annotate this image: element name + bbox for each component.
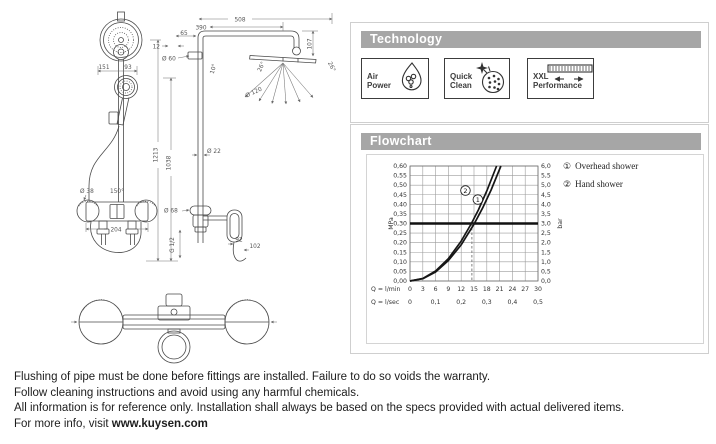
svg-text:2,0: 2,0 xyxy=(541,239,551,247)
dim-390: 390 xyxy=(195,25,207,32)
dim-dia22: Ø 22 xyxy=(207,149,221,155)
svg-text:0,45: 0,45 xyxy=(393,191,407,199)
svg-text:0,0: 0,0 xyxy=(541,278,551,285)
dim-107: 107 xyxy=(307,38,314,50)
feature-quick-clean-label: Quick Clean xyxy=(450,72,473,90)
website-text: www.kuysen.com xyxy=(111,417,208,430)
svg-text:0,60: 0,60 xyxy=(393,163,407,170)
dim-92: 92 xyxy=(235,237,243,244)
dim-g12: G 1/2 xyxy=(170,237,176,253)
svg-text:12: 12 xyxy=(457,286,466,293)
technology-header-bar xyxy=(361,31,701,48)
svg-text:1,0: 1,0 xyxy=(541,258,551,266)
svg-text:0,3: 0,3 xyxy=(481,299,492,306)
footer-line-warranty: Flushing of pipe must be done before fittings are installed. Failure to do so voids the warranty. xyxy=(14,371,491,383)
air-power-drop-icon xyxy=(362,59,428,97)
svg-text:0,30: 0,30 xyxy=(393,220,407,228)
footer-line-reference: All information is for reference only. Installation shall always be based on the specs provided with actual delivered items. xyxy=(14,402,625,414)
svg-text:9: 9 xyxy=(446,286,451,293)
svg-text:Q = l/sec: Q = l/sec xyxy=(371,299,400,306)
svg-text:6,0: 6,0 xyxy=(541,163,551,170)
xxl-performance-spray-icon xyxy=(528,59,593,97)
svg-text:0,5: 0,5 xyxy=(541,268,551,276)
footer-line-cleaning: Follow cleaning instructions and avoid using any harmful chemicals. xyxy=(14,386,360,399)
quick-clean-sprayface-icon xyxy=(445,59,509,97)
footer-more-info-prefix: For more info, visit xyxy=(14,417,112,430)
svg-text:0,2: 0,2 xyxy=(456,299,467,306)
dim-dia60: Ø 60 xyxy=(162,56,176,63)
flowchart-panel xyxy=(366,154,704,344)
chart-legend xyxy=(563,161,638,197)
footer-line-more-info xyxy=(14,418,709,430)
svg-text:0,20: 0,20 xyxy=(393,239,407,247)
svg-text:3,5: 3,5 xyxy=(541,210,551,218)
side-view-shower-column xyxy=(188,31,316,261)
dim-26deg-right: 26° xyxy=(326,61,336,73)
flowchart-header-bar xyxy=(361,133,701,150)
feature-box-quick-clean xyxy=(444,58,510,99)
svg-text:0,15: 0,15 xyxy=(393,249,407,257)
feature-air-power-label: Air Power xyxy=(367,72,392,90)
dim-12: 12 xyxy=(152,44,160,51)
svg-text:0: 0 xyxy=(408,299,412,306)
svg-text:27: 27 xyxy=(521,286,530,293)
flowchart-header-label: Flowchart xyxy=(370,134,432,148)
dim-150deg: 150° xyxy=(110,189,124,195)
technology-section xyxy=(350,22,709,123)
dim-102: 102 xyxy=(249,244,261,250)
feature-xxl-performance-label: XXL Performance xyxy=(533,72,582,90)
front-view-shower-column xyxy=(77,12,157,253)
dim-508: 508 xyxy=(234,17,246,24)
technology-header-label: Technology xyxy=(370,32,443,46)
svg-text:0,35: 0,35 xyxy=(393,210,407,218)
legend-label-2: Hand shower xyxy=(575,179,623,189)
svg-text:5,5: 5,5 xyxy=(541,172,551,180)
svg-text:0,00: 0,00 xyxy=(393,278,407,285)
dim-93: 93 xyxy=(124,65,132,71)
dim-1038: 1038 xyxy=(166,155,173,171)
svg-text:Q = l/min: Q = l/min xyxy=(371,286,401,293)
svg-text:0,4: 0,4 xyxy=(507,299,518,306)
legend-symbol-1: ① xyxy=(563,162,572,172)
dim-204: 204 xyxy=(110,227,122,234)
svg-text:6: 6 xyxy=(433,286,438,293)
svg-text:2: 2 xyxy=(463,186,468,195)
svg-text:0,05: 0,05 xyxy=(393,268,407,276)
svg-text:0,50: 0,50 xyxy=(393,182,407,190)
svg-text:24: 24 xyxy=(508,286,517,293)
svg-text:0,40: 0,40 xyxy=(393,201,407,209)
svg-text:3,0: 3,0 xyxy=(541,220,551,228)
dim-26deg-left: 26° xyxy=(257,61,267,73)
svg-text:0,10: 0,10 xyxy=(393,258,407,266)
flow-rate-chart xyxy=(367,155,703,343)
svg-text:1,5: 1,5 xyxy=(541,249,551,257)
svg-text:3: 3 xyxy=(420,286,425,293)
svg-text:0,5: 0,5 xyxy=(533,299,543,306)
svg-text:1: 1 xyxy=(475,195,480,204)
svg-text:4,5: 4,5 xyxy=(541,191,551,199)
top-view-valve xyxy=(71,294,277,363)
legend-label-1: Overhead shower xyxy=(575,161,639,171)
svg-text:21: 21 xyxy=(495,286,504,293)
legend-symbol-2: ② xyxy=(563,180,572,190)
svg-text:MPa: MPa xyxy=(388,217,395,230)
dim-151: 151 xyxy=(98,65,110,71)
dim-1213: 1213 xyxy=(153,147,160,163)
dim-dia38: Ø 38 xyxy=(80,189,94,195)
dim-dia120: Ø 120 xyxy=(244,86,264,100)
svg-text:bar: bar xyxy=(557,218,564,229)
svg-text:0: 0 xyxy=(408,286,412,293)
dim-10deg: 10° xyxy=(209,63,219,75)
feature-box-air-power xyxy=(361,58,429,99)
dim-65: 65 xyxy=(180,30,188,37)
legend-item-overhead-shower xyxy=(563,161,638,172)
dim-dia68: Ø 68 xyxy=(164,208,178,215)
svg-text:0,25: 0,25 xyxy=(393,230,407,238)
svg-text:0,55: 0,55 xyxy=(393,172,407,180)
svg-text:5,0: 5,0 xyxy=(541,182,551,190)
technical-drawing xyxy=(0,0,350,365)
svg-text:18: 18 xyxy=(482,286,491,293)
legend-item-hand-shower xyxy=(563,179,638,190)
svg-text:15: 15 xyxy=(470,286,478,293)
svg-text:2,5: 2,5 xyxy=(541,230,551,238)
feature-box-xxl-performance xyxy=(527,58,594,99)
footer-notes xyxy=(14,371,709,433)
svg-text:4,0: 4,0 xyxy=(541,201,551,209)
svg-text:30: 30 xyxy=(534,286,542,293)
svg-text:0,1: 0,1 xyxy=(430,299,441,306)
